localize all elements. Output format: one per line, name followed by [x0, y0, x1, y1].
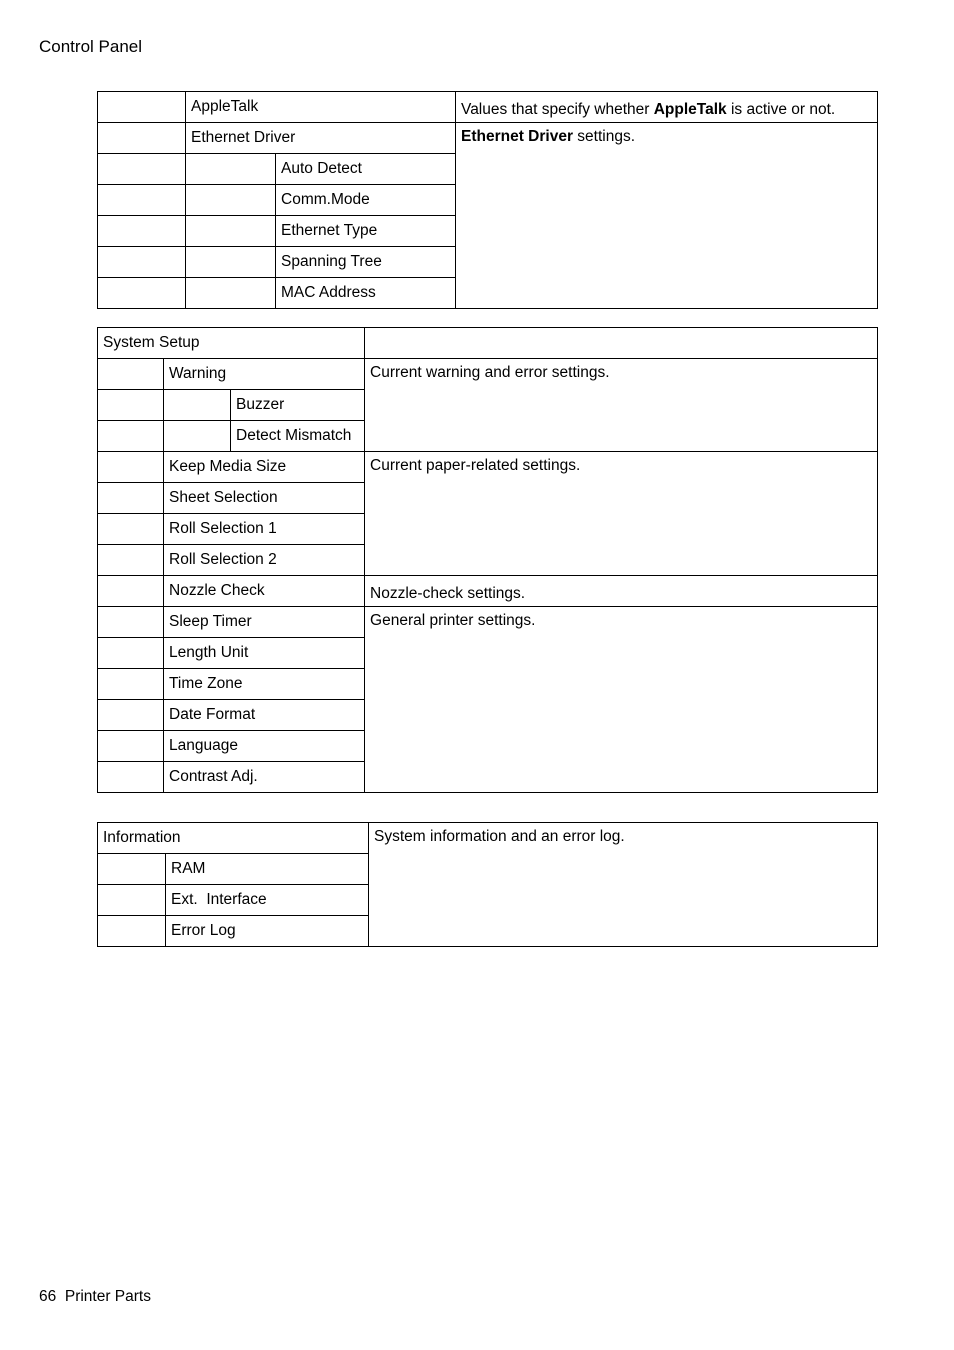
paper-description: Current paper-related settings. — [365, 452, 878, 576]
menu-item-ext-interface: Ext. Interface — [166, 885, 369, 916]
submenu-item-auto-detect: Auto Detect — [276, 154, 456, 185]
menu-item-error-log: Error Log — [166, 916, 369, 947]
menu-item-length-unit: Length Unit — [164, 638, 365, 669]
warning-description: Current warning and error settings. — [365, 359, 878, 452]
menu-item-roll-selection-2: Roll Selection 2 — [164, 545, 365, 576]
table-row — [98, 123, 878, 154]
menu-item-system-setup: System Setup — [98, 328, 365, 359]
system-setup-table — [97, 327, 878, 793]
menu-item-sleep-timer: Sleep Timer — [164, 607, 365, 638]
menu-item-ethernet-driver: Ethernet Driver — [186, 123, 456, 154]
appletalk-description: Values that specify whether AppleTalk is active or not. — [456, 92, 878, 123]
submenu-item-spanning-tree: Spanning Tree — [276, 247, 456, 278]
submenu-item-comm-mode: Comm.Mode — [276, 185, 456, 216]
table-row — [98, 92, 878, 123]
menu-item-warning: Warning — [164, 359, 365, 390]
submenu-item-buzzer: Buzzer — [231, 390, 365, 421]
menu-item-language: Language — [164, 731, 365, 762]
table-row — [98, 452, 878, 483]
submenu-item-mac-address: MAC Address — [276, 278, 456, 309]
table-row — [98, 607, 878, 638]
menu-item-information: Information — [98, 823, 369, 854]
menu-item-keep-media-size: Keep Media Size — [164, 452, 365, 483]
menu-item-roll-selection-1: Roll Selection 1 — [164, 514, 365, 545]
nozzle-description: Nozzle-check settings. — [365, 576, 878, 607]
menu-item-contrast-adj: Contrast Adj. — [164, 762, 365, 793]
page-footer: 66 Printer Parts — [39, 1288, 151, 1305]
menu-item-date-format: Date Format — [164, 700, 365, 731]
table-row — [98, 328, 878, 359]
table-row — [98, 576, 878, 607]
information-table — [97, 822, 878, 947]
ethernet-driver-description: Ethernet Driver settings. — [456, 123, 878, 309]
submenu-item-detect-mismatch: Detect Mismatch — [231, 421, 365, 452]
network-settings-table — [97, 91, 878, 309]
menu-item-time-zone: Time Zone — [164, 669, 365, 700]
information-description: System information and an error log. — [369, 823, 878, 947]
page-header-title: Control Panel — [39, 37, 143, 56]
menu-item-nozzle-check: Nozzle Check — [164, 576, 365, 607]
menu-item-appletalk: AppleTalk — [186, 92, 456, 123]
table-row — [98, 359, 878, 390]
table-row — [98, 823, 878, 854]
general-description: General printer settings. — [365, 607, 878, 793]
menu-item-sheet-selection: Sheet Selection — [164, 483, 365, 514]
submenu-item-ethernet-type: Ethernet Type — [276, 216, 456, 247]
menu-item-ram: RAM — [166, 854, 369, 885]
